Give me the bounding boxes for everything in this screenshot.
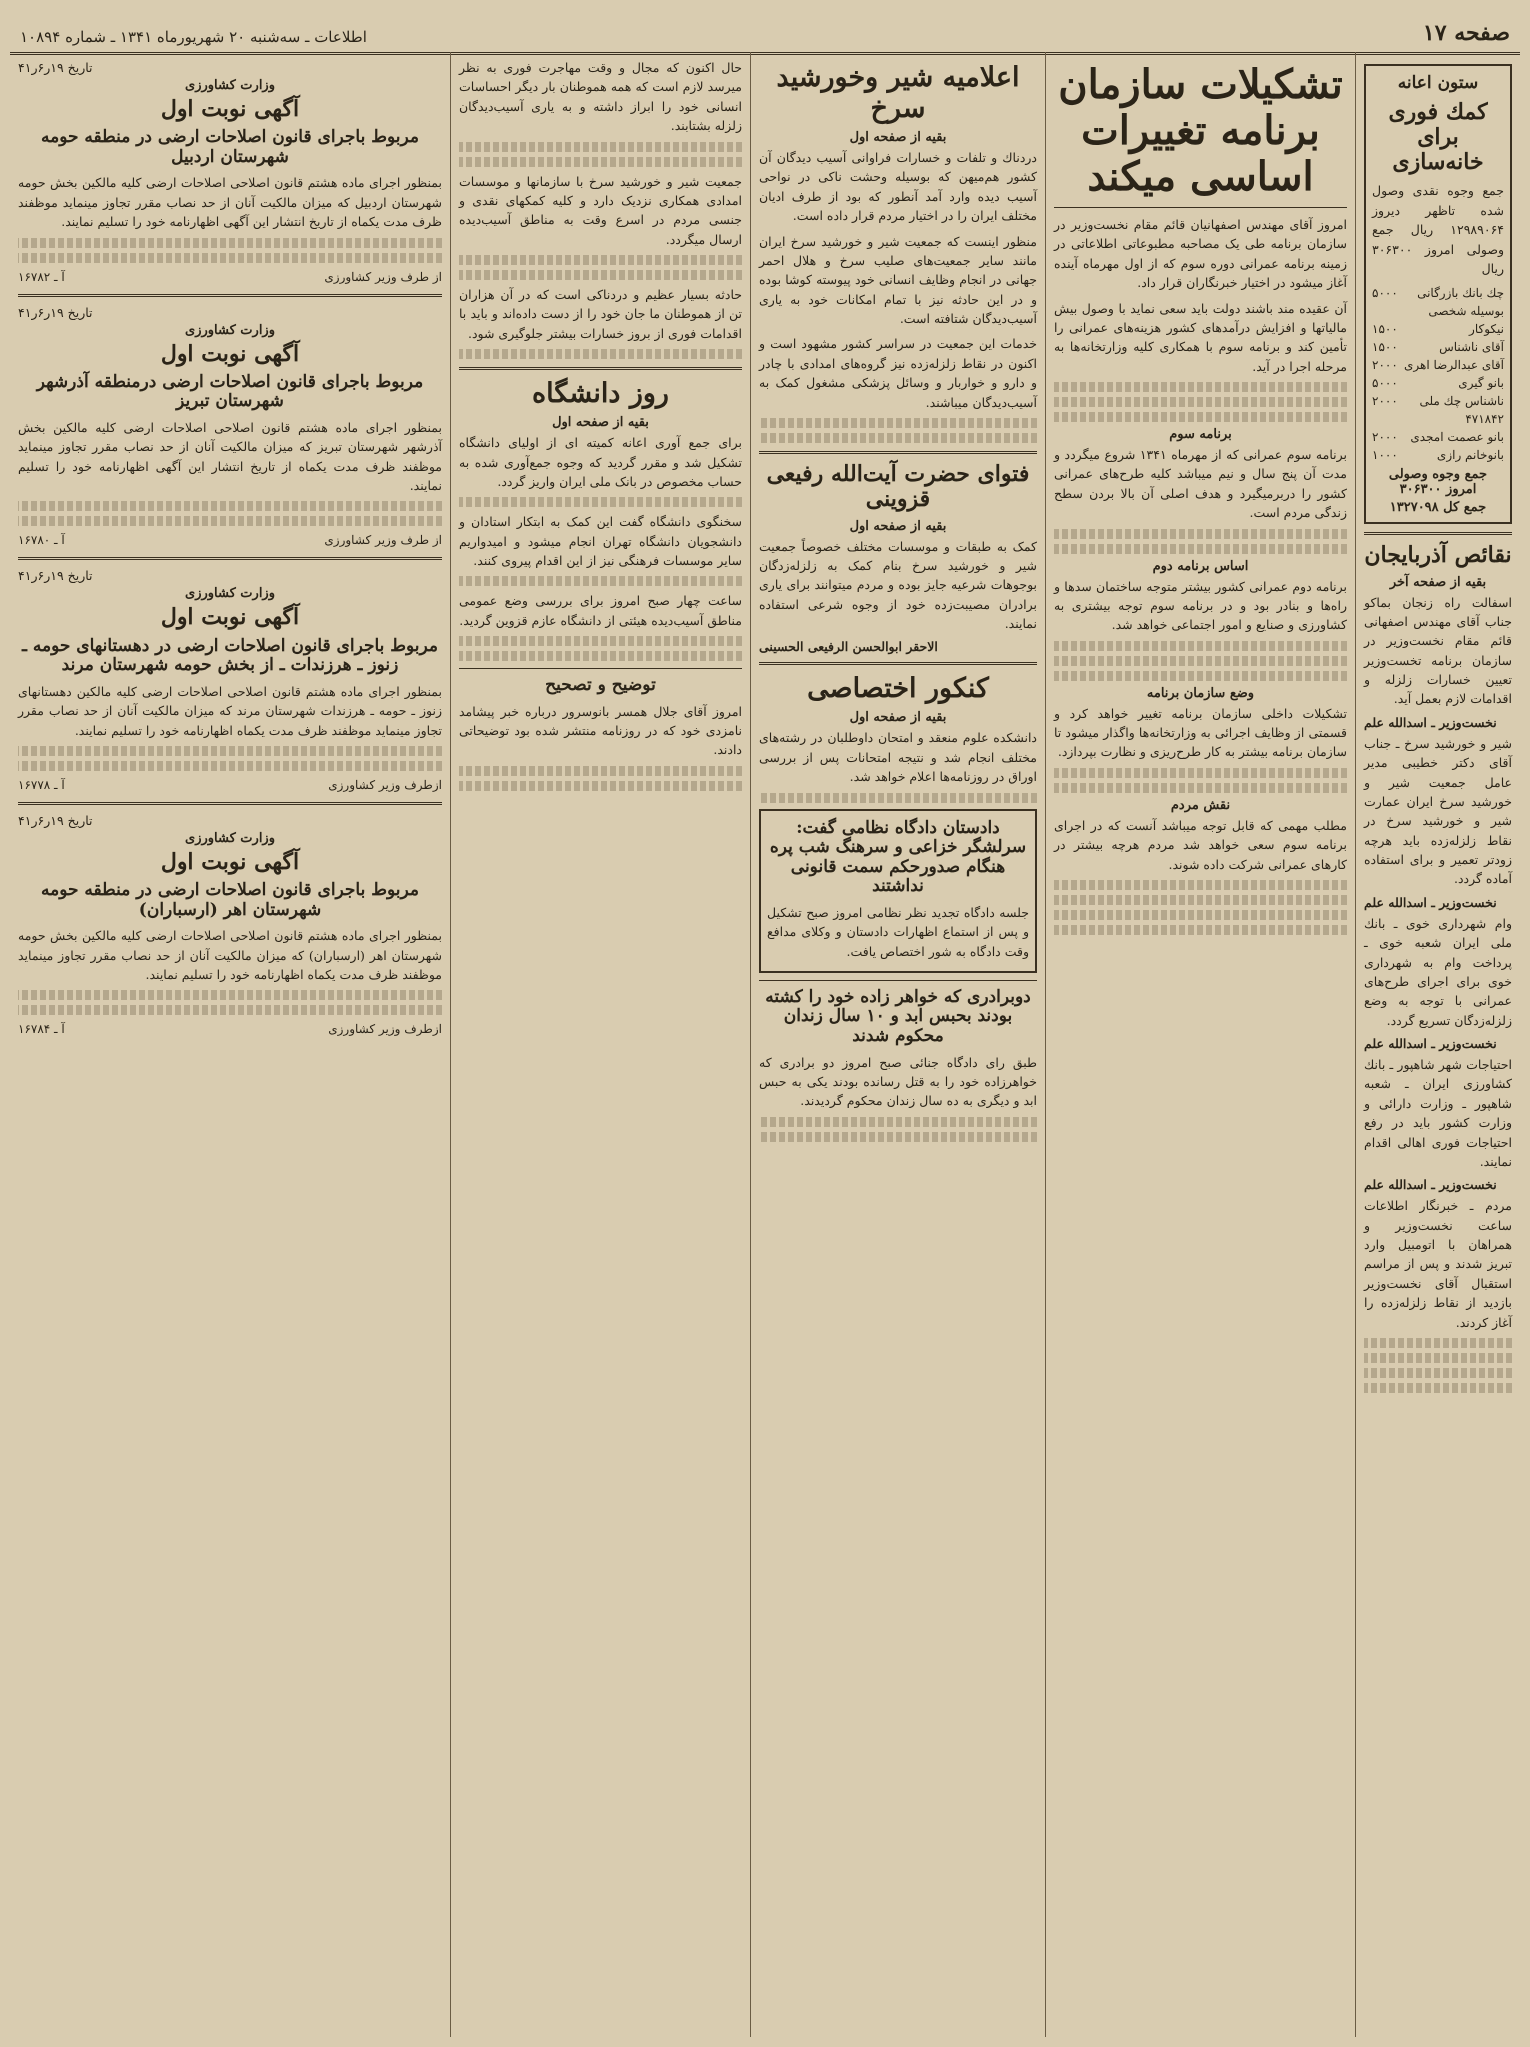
divider [759,980,1037,981]
article-paragraph: تشکیلات داخلی سازمان برنامه تغییر خواهد کرد و قسمتی از وظایف اجرائی به وزارتخانه‌ها واگذار میشود تا سازمان برنامه بیشتر به کار طرح‌ریزی و نظارت بپردازد. [1054,705,1347,760]
azerbaijan-body: احتیاجات شهر شاهپور ـ بانك کشاورزی ایران ـ شعبه شاهپور ـ وزارت دارائی و وزارت کشور باید در رفع احتیاجات فوری اهالی اقدام نمایند. [1364,1057,1512,1169]
azerbaijan-body: اسفالت راه زنجان بماکو جناب آقای مهندس اصفهانی قائم مقام نخست‌وزیر در سازمان برنامه تخست‌وزیر تعیین خسارات زلزله و اقدامات لازم بعمل آید. [1364,594,1512,707]
signature: نخست‌وزیر ـ اسدالله علم [1364,714,1497,730]
masthead-date: اطلاعات ـ سه‌شنبه ۲۰ شهریورماه ۱۳۴۱ ـ شماره ۱۰۸۹۴ [20,28,367,46]
text-filler [1054,768,1347,778]
text-filler [459,157,742,167]
article-paragraph: طبق رای دادگاه جنائی صبح امروز دو برادری که خواهرزاده خود را به قتل رسانده بودند یکی به حبس ابد و دیگری به ده سال زندان محکوم گردیدند. [759,1054,1037,1109]
notice-date: تاریخ ۱۹ر۶ر۴۱ [18,304,93,320]
text-filler [1054,910,1347,920]
text-filler [1054,671,1347,681]
continued-note: بقیه از صفحه اول [849,518,947,534]
text-filler [459,766,742,776]
text-filler [759,418,1037,428]
divider [759,662,1037,665]
notice-headline: مربوط باجرای قانون اصلاحات ارضی در منطقه حومه شهرستان اهر (ارسباران) [40,880,419,920]
text-filler [18,238,442,248]
court-box [759,809,1037,973]
article-paragraph: امروز آقای جلال همسر بانوسرور درباره خبر پیشامد نامزدی خود که در روزنامه منتشر شده بود توضیحاتی دادند. [459,703,742,758]
donation-item: بانو عصمت امجدی ۲۰۰۰ [1372,430,1504,445]
text-filler [18,746,442,756]
text-filler [1364,1368,1512,1378]
column-red-lion [750,52,1045,2037]
section-subhead: اساس برنامه دوم [1152,558,1249,574]
notice-body: بمنظور اجرای ماده هشتم قانون اصلاحی اصلاحات ارضی کلیه مالکین دهستانهای زنوز ـ حومه ـ هرزندات شهرستان مرند که میزان مالکیت آنان از حد نصاب مقرر تجاوز مینماید موظفند ظرف مدت یکماه اظهارنامه خود را تسلیم نمایند. [18,683,442,738]
divider [759,451,1037,454]
text-filler [1054,783,1347,793]
notice-title: آگهی نوبت اول [160,604,300,631]
text-filler [1054,412,1347,422]
donation-item: آقای ناشناس ۱۵۰۰ [1372,340,1504,355]
text-filler [1364,1383,1512,1393]
text-filler [1054,544,1347,554]
notice-body: بمنظور اجرای ماده هشتم قانون اصلاحی اصلاحات ارضی کلیه مالکین بخش آذرشهر شهرستان تبریز که میزان مالکیت آنان از حد نصاب مقرر تجاوز مینماید موظفند ظرف مدت یکماه از تاریخ انتشار این آگهی اظهارنامه خود را تسلیم نمایند. [18,419,442,494]
text-filler [1054,880,1347,890]
notice [18,813,442,1039]
donation-total-all: جمع کل ۱۳۲۷۰۹۸ [1389,500,1487,516]
text-filler [1054,895,1347,905]
divider [1054,207,1347,208]
notice-signature: ازطرف وزیر کشاورزی [328,777,442,792]
notice-footer [18,531,442,549]
donation-headline: کمك فوری برای خانه‌سازی [1388,98,1488,176]
notice-footer [18,1020,442,1038]
column-land-reform-notices [10,52,450,2037]
court-headline: دادستان دادگاه نظامی گفت: سرلشگر خزاعی و سرهنگ شب پره هنگام صدورحکم سمت قانونی نداشتند [769,817,1027,897]
text-filler [459,349,742,359]
notice-date: تاریخ ۱۹ر۶ر۴۱ [18,568,93,584]
text-filler [18,516,442,526]
donation-item: بانوخانم رازی ۱۰۰۰ [1372,448,1504,463]
divider [459,668,742,669]
article-paragraph: جلسه دادگاه تجدید نظر نظامی امروز صبح تشکیل و پس از استماع اظهارات دادستان و وکلای مدافع وقت دادگاه به شور اختصاص یافت. [767,904,1029,959]
columns [10,52,1520,2037]
text-filler [459,636,742,646]
text-filler [459,781,742,791]
donation-item: چك بانك بازرگانی بوسیله شخصی ۵۰۰۰ [1372,286,1504,319]
text-filler [1054,656,1347,666]
text-filler [18,990,442,1000]
text-filler [18,253,442,263]
notice-title: آگهی نوبت اول [160,96,300,122]
notice-date: تاریخ ۱۹ر۶ر۴۱ [18,60,93,75]
donation-item: نیکوکار ۱۵۰۰ [1372,322,1504,337]
column-plan-organization [1045,52,1355,2037]
notice [18,568,442,794]
page-number: صفحه ۱۷ [1422,20,1510,46]
text-filler [1054,397,1347,407]
donation-item: ناشناس چك ملی ۴۷۱۸۴۲ ۲۰۰۰ [1372,394,1504,427]
text-filler [459,142,742,152]
article-paragraph: سخنگوی دانشگاه گفت این کمک به ابتکار استادان و دانشجویان دانشگاه تهران انجام میشود و امیدواریم سایر موسسات فرهنگی نیز از این اقدام پیروی کنند. [459,514,742,569]
text-filler [1054,529,1347,539]
text-filler [1364,1353,1512,1363]
azerbaijan-body: وام شهرداری خوی ـ بانك ملی ایران شعبه خوی ـ پرداخت وام به شهرداری خوی برای اجرای طرح‌های عمرانی با توجه به وضع زلزله‌زدگان تسریع گردد. [1364,915,1512,1028]
text-filler [459,270,742,280]
signature: نخست‌وزیر ـ اسدالله علم [1364,894,1497,910]
text-filler [459,576,742,586]
donation-intro: جمع وجوه نقدی وصول شده تاظهر دیروز ۱۲۹۸۹۰۶۴ ریال جمع وصولی امروز ۳۰۶۳۰۰ ریال [1372,183,1504,276]
divider [18,802,442,805]
continued-note: بقیه از صفحه اول [849,130,947,146]
fatwa-headline: فتوای حضرت آیت‌الله رفیعی قزوینی [766,460,1030,513]
article-paragraph: ساعت چهار صبح امروز برای بررسی وضع عمومی مناطق آسیب‌دیده هیئتی از دانشگاه عازم قزوین گردید. [459,593,742,628]
donation-box [1364,64,1512,524]
notice-ministry: وزارت کشاورزی [185,78,275,93]
university-headline: روز دانشگاه [532,378,669,410]
notice-signature: از طرف وزیر کشاورزی [324,269,442,284]
notice-code: آ ـ ۱۶۷۸۲ [18,269,65,284]
text-filler [1054,925,1347,935]
donation-box-title: ستون اعانه [1397,73,1479,93]
column-university [450,52,750,2037]
text-filler [759,1117,1037,1127]
notice-signature: از طرف وزیر کشاورزی [324,533,442,548]
notice-code: آ ـ ۱۶۷۸۴ [18,1022,65,1037]
azerbaijan-continued: بقیه از صفحه آخر [1389,574,1487,590]
notice-body: بمنظور اجرای ماده هشتم قانون اصلاحی اصلاحات ارضی کلیه مالکین بخش حومه شهرستان اردبیل که میزان مالکیت آنان از حد نصاب مقرر تجاوز مینماید موظفند ظرف مدت یکماه از تاریخ انتشار این آگهی اظهارنامه خود را تسلیم نمایند. [18,175,442,230]
article-paragraph: برای جمع آوری اعانه کمیته ای از اولیای دانشگاه تشکیل شد و مقرر گردید که وجوه جمع‌آوری شده به حساب مخصوص در بانک ملی ایران واریز گردد. [459,435,742,489]
article-paragraph: برنامه سوم عمرانی که از مهرماه ۱۳۴۱ شروع میگردد و مدت آن پنج سال و نیم میباشد کلیه طرح‌های عمرانی کشور را دربرمیگیرد و هدف اصلی آن بالا بردن سطح زندگی مردم است. [1054,447,1347,521]
notice-footer [18,776,442,794]
notice-signature: ازطرف وزیر کشاورزی [328,1022,442,1037]
text-filler [759,793,1037,803]
text-filler [759,433,1037,443]
article-paragraph: آن عقیده مند باشند دولت باید سعی نماید با وصول بیش مالیاتها و افزایش درآمدهای کشور هزینه‌های عمرانی را تأمین کند و برنامه سوم با همکاری کلیه وزارتخانه‌ها به مرحله اجرا در آید. [1054,300,1347,374]
text-filler [18,1005,442,1015]
notice [18,60,442,286]
article-paragraph: کمک به طبقات و موسسات مختلف خصوصاً جمعیت شیر و خورشید سرخ بنام کمک به زلزله‌زدگان بوجوهات شرعیه جایز بوده و مردم میتوانند برای یاری برادران مصیبت‌زده خود از وجوه شرعی استفاده نمایند. [759,538,1037,632]
article-paragraph: مطلب مهمی که قابل توجه میباشد آنست که در اجرای برنامه سوم سعی خواهد شد مردم هرچه بیشتر در کارهای عمرانی شرکت داده شوند. [1054,817,1347,872]
signature: نخست‌وزیر ـ اسدالله علم [1364,1177,1497,1193]
section-subhead: وضع سازمان برنامه [1146,685,1255,701]
running-head [10,8,1520,55]
text-filler [759,1132,1037,1142]
notice-footer [18,268,442,286]
correction-headline: توضیح و تصحیح [545,675,656,696]
notice-headline: مربوط باجرای قانون اصلاحات ارضی درمنطقه آذرشهر شهرستان تبریز [36,371,424,412]
signature: نخست‌وزیر ـ اسدالله علم [1364,1036,1497,1052]
text-filler [18,501,442,511]
article-paragraph: منظور اینست که جمعیت شیر و خورشید سرخ ایران مانند سایر جمعیت‌های صلیب سرخ و هلال احمر جهانی در انجام وظایف انسانی خود پیوسته کوشا بوده و در این حادثه نیز با تمام امکانات خود به یاری آسیب‌دیدگان شتافته است. [759,233,1037,327]
text-filler [459,497,742,507]
notice-title: آگهی نوبت اول [160,340,300,367]
notice-code: آ ـ ۱۶۷۸۰ [18,533,65,548]
notice-code: آ ـ ۱۶۷۷۸ [18,777,65,792]
section-subhead: نقش مردم [1170,797,1231,813]
article-paragraph: خدمات این جمعیت در سراسر کشور مشهود است و اکنون در نقاط زلزله‌زده نیز گروه‌های امدادی با چادر و دارو و خواربار و وسائل پزشکی مشغول کمک به آسیب‌دیدگان میباشند. [759,336,1037,410]
divider [18,557,442,560]
notice-title: آگهی نوبت اول [160,848,300,875]
section-subhead: برنامه سوم [1169,427,1232,442]
article-paragraph: امروز آقای مهندس اصفهانیان قائم مقام نخست‌وزیر در سازمان برنامه طی یک مصاحبه مطبوعاتی اطلاعاتی در زمینه برنامه عمرانی دوره سوم که از اول مهرماه آینده آغاز میشود در اختیار خبرنگاران قرار داد. [1054,217,1347,291]
azerbaijan-body: مردم ـ خبرنگار اطلاعات ساعت نخست‌وزیر و همراهان با اتومبیل وارد تبریز شدند و پس از مراسم استقبال آقای نخست‌وزیر بازدید از نقاط زلزله‌زده را آغاز کردند. [1364,1198,1512,1330]
text-filler [1364,1338,1512,1348]
text-filler [459,651,742,661]
notice-date: تاریخ ۱۹ر۶ر۴۱ [18,812,93,828]
donation-list [1372,284,1504,464]
notice-body: بمنظور اجرای ماده هشتم قانون اصلاحی اصلاحات ارضی کلیه مالکین بخش حومه شهرستان اهر (ارسباران) که میزان مالکیت آنان از حد نصاب مقرر تجاوز مینماید موظفند ظرف مدت یکماه اظهارنامه خود را تسلیم نمایند. [18,928,442,983]
article-paragraph: حادثه بسیار عظیم و دردناکی است که در آن هزاران تن از هموطنان ما جان خود را از دست داده‌اند و باید با اقدامات فوری از بروز خسارات بیشتر جلوگیری شود. [459,287,742,341]
notice-ministry: وزارت کشاورزی [185,322,275,338]
divider [459,367,742,370]
text-filler [1054,382,1347,392]
notice-ministry: وزارت کشاورزی [185,830,275,846]
azerbaijan-headline: نقائص آذربایجان [1364,542,1512,569]
plan-headline: تشکیلات سازمان برنامه تغییرات اساسی میکند [1058,61,1343,200]
article-paragraph: جمعیت شیر و خورشید سرخ با سازمانها و موسسات امدادی همکاری نزدیک دارد و کلیه کمکهای نقدی و جنسی مردم در اسرع وقت به مناطق آسیب‌دیده ارسال میگردد. [459,173,742,247]
article-paragraph: دانشکده علوم منعقد و امتحان داوطلبان در رشته‌های مختلف انجام شد و نتیجه امتحانات پس از بررسی اوراق در روزنامه‌ها اعلام خواهد شد. [759,730,1037,785]
notice-headline: مربوط باجرای قانون اصلاحات ارضی در دهستانهای حومه ـ زنوز ـ هرزندات ـ از بخش حومه شهرستان مرند [21,635,439,676]
text-filler [459,255,742,265]
article-paragraph: برنامه دوم عمرانی کشور بیشتر متوجه ساختمان سدها و راه‌ها و بنادر بود و در برنامه سوم توجه بیشتری به کشاورزی و صنایع و امور اجتماعی خواهد شد. [1054,578,1347,633]
text-filler [18,761,442,771]
notice-headline: مربوط باجرای قانون اصلاحات ارضی در منطقه حومه شهرستان اردبیل [40,127,419,167]
donation-item: آقای عبدالرضا اهری ۲۰۰۰ [1372,358,1504,373]
notice [18,305,442,550]
red-lion-headline: اعلامیه شیر وخورشید سرخ [776,62,1020,125]
divider [18,294,442,297]
notice-ministry: وزارت کشاورزی [185,586,275,602]
continued-note: بقیه از صفحه اول [849,710,947,726]
konkur-headline: کنکور اختصاصی [807,673,989,705]
continued-note: بقیه از صفحه اول [552,415,649,431]
article-paragraph: حال اکنون که مجال و وقت مهاجرت فوری به نظر میرسد لازم است که همه هموطنان بار دیگر احساسات انسانی خود را ابراز داشته و به یاری آسیب‌دیدگان زلزله بشتابند. [459,60,742,134]
brothers-headline: دوبرادری که خواهر زاده خود را کشته بودند بحبس ابد و ۱۰ سال زندان محکوم شدند [765,986,1031,1047]
azerbaijan-body: شیر و خورشید سرخ ـ جناب آقای دکتر خطیبی مدیر عامل جمعیت شیر و خورشید سرخ ایران عمارت شیر و خورشید سرخ در نقاط زلزله‌زده باید هرچه زودتر تعمیر و برای استفاده آماده گردد. [1364,735,1512,887]
text-filler [1054,641,1347,651]
donation-total-today: جمع وجوه وصولی امروز ۳۰۶۳۰۰ [1388,467,1488,498]
column-donations [1355,52,1520,2037]
signature: الاحقر ابوالحسن الرفیعی الحسینی [759,639,938,655]
article-paragraph: دردناك و تلفات و خسارات فراوانی آسیب دیدگان آن کشور هم‌میهن که بوسیله وحشت ناکی در نواحی آسیب دیده وارد آمد آنطور که بود از طرف ادیان مختلف ایران را در اختیار مردم قرار داده است. [759,150,1037,224]
divider [1364,532,1512,535]
donation-item: بانو گیری ۵۰۰۰ [1372,376,1504,391]
